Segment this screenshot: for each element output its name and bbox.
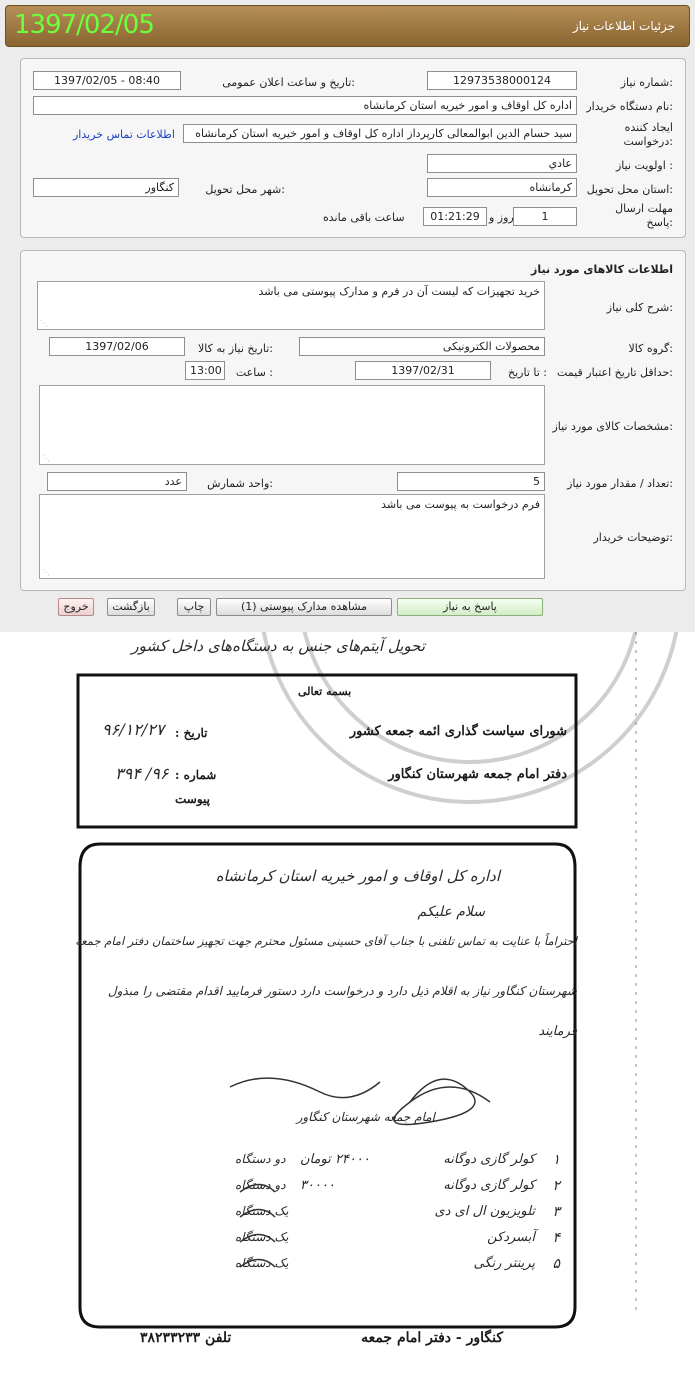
list-item: [0, 1152, 695, 1176]
goods-info-panel: [20, 250, 686, 591]
item-price: ۲۴۰۰۰ تومان: [300, 1152, 370, 1167]
list-item: [0, 1204, 695, 1228]
province-field[interactable]: کرمانشاه: [427, 178, 577, 197]
province-label: استان محل تحویل:: [586, 183, 673, 196]
item-number: ۴: [552, 1230, 560, 1246]
addressee: اداره کل اوقاف و امور خیریه استان کرمانشاه: [215, 867, 500, 885]
print-button[interactable]: چاپ: [177, 598, 211, 616]
resize-grip[interactable]: ⋰: [42, 568, 50, 577]
description-text: خرید تجهیزات که لیست آن در فرم و مدارک پیوستی می باشد: [258, 285, 540, 298]
goods-group-field[interactable]: محصولات الکترونیکی: [299, 337, 545, 356]
remaining-text: ساعت باقی مانده: [323, 211, 405, 224]
basmala: بسمه تعالی: [298, 685, 352, 698]
buyer-field[interactable]: اداره کل اوقاف و امور خیریه استان کرمانشاه: [33, 96, 577, 115]
item-quantity: دو دستگاه: [235, 1152, 286, 1166]
item-number: ۳: [552, 1204, 560, 1220]
item-quantity: دو دستگاه: [235, 1178, 286, 1192]
item-quantity: یک دستگاه: [235, 1204, 289, 1218]
notes-textarea[interactable]: [39, 494, 545, 579]
footer-phone: تلفن ۳۸۲۳۳۲۳۳: [140, 1330, 232, 1346]
need-date-field[interactable]: 1397/02/06: [49, 337, 185, 356]
body-line-1: احتراماً با عنایت به تماس تلفنی با جناب آقای حسینی مسئول محترم جهت تجهیز ساختمان دفتر امام جمعه: [75, 934, 577, 948]
list-item: [0, 1178, 695, 1202]
buyer-contact-link[interactable]: اطلاعات تماس خریدار: [73, 128, 175, 141]
city-label: شهر محل تحویل:: [205, 183, 285, 196]
attached-document-scan: [0, 632, 695, 1379]
description-textarea[interactable]: [37, 281, 545, 330]
hour-field[interactable]: 13:00: [185, 361, 225, 380]
body-line-2: شهرستان کنگاور نیاز به اقلام ذیل دارد و درخواست دارد دستور فرمایید اقدام مقتضی را مبذول: [107, 984, 577, 998]
item-name: کولر گازی دوگانه: [443, 1178, 535, 1193]
specs-textarea[interactable]: [39, 385, 545, 465]
footer-address: کنگاور - دفتر امام جمعه: [361, 1330, 503, 1346]
priority-label: اولویت نیاز :: [615, 159, 673, 172]
deadline-label: مهلت ارسال پاسخ:: [615, 202, 673, 229]
item-price: ۳۰۰۰۰: [300, 1178, 335, 1193]
creator-field[interactable]: سید حسام الدین ابوالمعالی کارپرداز اداره کل اوقاف و امور خیریه استان کرمانشاه: [183, 124, 577, 143]
notes-label: توضیحات خریدار:: [593, 531, 673, 544]
deadline-days-field[interactable]: 1: [513, 207, 577, 226]
greeting: سلام علیکم: [417, 904, 485, 920]
unit-field[interactable]: عدد: [47, 472, 187, 491]
reply-button[interactable]: پاسخ به نیاز: [397, 598, 543, 616]
attachment-label: پیوست: [175, 792, 210, 806]
notes-text: فرم درخواست به پیوست می باشد: [381, 498, 540, 511]
to-date-label: تا تاریخ :: [508, 366, 547, 379]
item-quantity: یک دستگاه: [235, 1230, 289, 1244]
letter-date-value: ۹۶/۱۲/۲۷: [102, 720, 165, 739]
item-name: کولر گازی دوگانه: [443, 1152, 535, 1167]
page-title: جزئیات اطلاعات نیاز: [572, 19, 675, 33]
need-number-label: شماره نیاز:: [620, 76, 673, 89]
list-item: [0, 1230, 695, 1254]
item-name: پرینتر رنگی: [473, 1256, 535, 1271]
council-name: شورای سیاست گذاری ائمه جمعه کشور: [349, 724, 567, 739]
time-left-field[interactable]: 01:21:29: [423, 207, 487, 226]
creator-label: ایجاد کننده درخواست:: [623, 121, 673, 148]
specs-label: مشخصات کالای مورد نیاز:: [552, 420, 673, 433]
title-bar: [5, 5, 690, 47]
signature: امام جمعه شهرستان کنگاور: [296, 1110, 435, 1124]
list-item: [0, 1256, 695, 1280]
to-date-field[interactable]: 1397/02/31: [355, 361, 491, 380]
unit-label: واحد شمارش:: [207, 477, 273, 490]
back-button[interactable]: بازگشت: [107, 598, 155, 616]
item-quantity: یک دستگاه: [235, 1256, 289, 1270]
quantity-label: تعداد / مقدار مورد نیاز:: [567, 477, 673, 490]
need-date-label: تاریخ نیاز به کالا:: [198, 342, 273, 355]
need-info-panel: [20, 58, 686, 238]
date-overlay: 1397/02/05: [14, 10, 154, 40]
office-name: دفتر امام جمعه شهرستان کنگاور: [388, 767, 567, 782]
request-details-page: [0, 0, 695, 632]
view-attachments-button[interactable]: مشاهده مدارک پیوستی (1): [216, 598, 392, 616]
goods-section-title: اطلاعات کالاهای مورد نیاز: [531, 263, 673, 276]
item-number: ۵: [552, 1256, 560, 1272]
exit-button[interactable]: خروج: [58, 598, 94, 616]
city-field[interactable]: کنگاور: [33, 178, 179, 197]
letter-number-label: شماره :: [175, 768, 217, 782]
item-number: ۲: [552, 1178, 560, 1194]
resize-grip[interactable]: ⋰: [40, 319, 48, 328]
body-line-3: فرمایند: [538, 1024, 577, 1039]
need-number-field[interactable]: 12973538000124: [427, 71, 577, 90]
goods-group-label: گروه کالا:: [628, 342, 673, 355]
letter-date-label: تاریخ :: [175, 726, 208, 740]
quantity-field[interactable]: 5: [397, 472, 545, 491]
announce-date-label: تاریخ و ساعت اعلان عمومی:: [222, 76, 355, 89]
description-label: شرح کلی نیاز:: [606, 301, 673, 314]
validity-label: حداقل تاریخ اعتبار قیمت:: [557, 366, 673, 379]
item-name: آبسردکن: [487, 1230, 535, 1245]
buyer-label: نام دستگاه خریدار:: [586, 100, 673, 113]
handwritten-header: تحویل آیتم‌های جنس به دستگاه‌های داخل کشور: [131, 637, 425, 655]
resize-grip[interactable]: ⋰: [42, 454, 50, 463]
letter-number-value: ۹۶/ ۳۹۴: [115, 764, 169, 783]
item-name: تلویزیون ال ای دی: [434, 1204, 535, 1219]
hour-label: ساعت :: [235, 366, 273, 379]
days-text: روز و: [489, 211, 514, 224]
item-number: ۱: [552, 1152, 560, 1168]
priority-field[interactable]: عادي: [427, 154, 577, 173]
announce-date-field[interactable]: 1397/02/05 - 08:40: [33, 71, 181, 90]
